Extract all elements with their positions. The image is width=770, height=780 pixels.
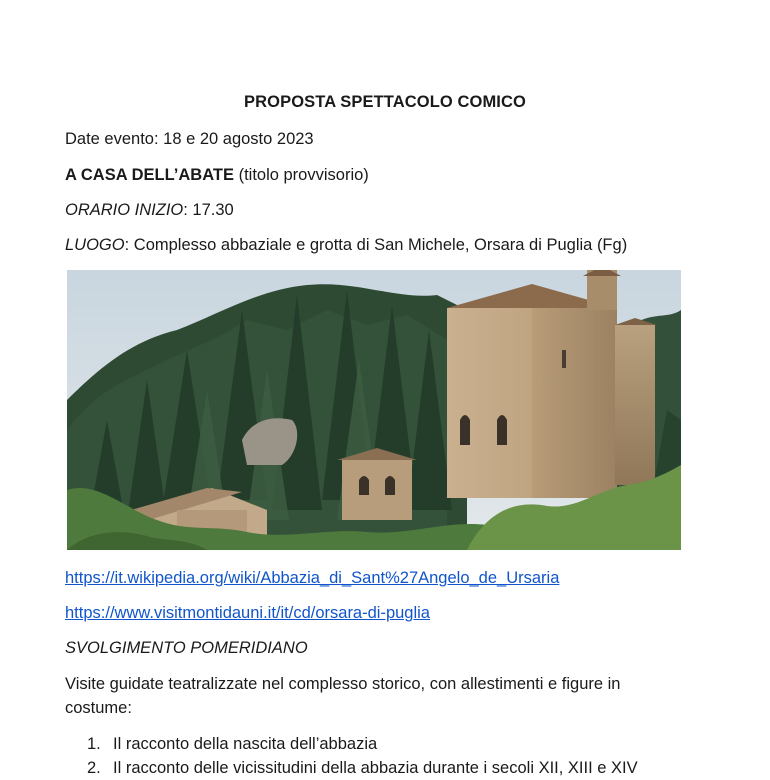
show-title-line (65, 164, 369, 186)
show-title-note: (titolo provvisorio) (238, 166, 369, 184)
visitmontidauni-link[interactable]: https://www.visitmontidauni.it/it/cd/orsara-di-puglia (65, 604, 430, 622)
list-item-text: Il racconto delle vicissitudini della abbazia durante i secoli XII, XIII e XIV (113, 759, 638, 777)
abbey-photo (67, 270, 681, 550)
activity-list (65, 732, 745, 780)
show-title: A CASA DELL’ABATE (65, 166, 234, 184)
start-time-line (65, 199, 234, 221)
location-value: : Complesso abbaziale e grotta di San Michele, Orsara di Puglia (Fg) (124, 236, 628, 254)
list-item (65, 732, 745, 756)
document-title: PROPOSTA SPETTACOLO COMICO (244, 93, 526, 111)
start-time-value: : 17.30 (183, 201, 234, 219)
list-item-text: Il racconto della nascita dell’abbazia (113, 735, 378, 753)
location-label: LUOGO (65, 236, 125, 254)
section-heading (65, 637, 308, 659)
section-heading-text: SVOLGIMENTO POMERIDIANO (65, 639, 308, 657)
link-wikipedia-line (65, 567, 559, 589)
location-line (65, 234, 627, 256)
list-item-number: 1. (87, 735, 101, 753)
link-visitmontidauni-line (65, 602, 430, 624)
list-item-number: 2. (87, 759, 101, 777)
event-date-line: Date evento: 18 e 20 agosto 2023 (65, 130, 314, 148)
list-item (65, 756, 745, 780)
description-paragraph: Visite guidate teatralizzate nel complesso storico, con allestimenti e figure in costume: (65, 675, 621, 717)
wikipedia-link[interactable]: https://it.wikipedia.org/wiki/Abbazia_di_Sant%27Angelo_de_Ursaria (65, 569, 560, 587)
start-time-label: ORARIO INIZIO (65, 201, 184, 219)
